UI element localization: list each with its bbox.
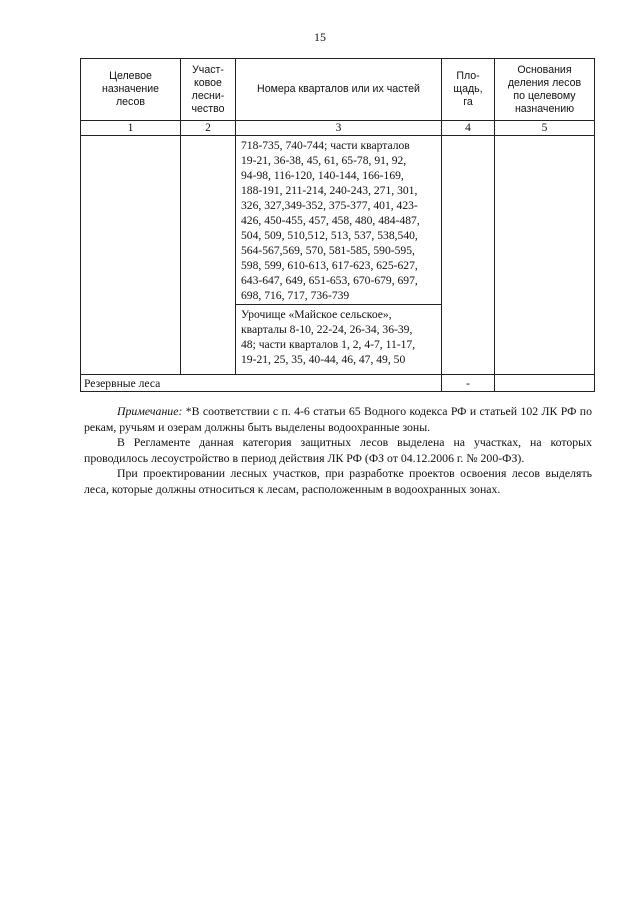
header-purpose: Целевое назначение лесов: [81, 59, 181, 121]
column-number: 3: [236, 121, 442, 136]
quarters-cell: Урочище «Майское сельское», кварталы 8-10, 22-24, 26-34, 36-39, 48; части кварталов 1, 2, 4-7, 11-17, 19-21, 25, 35, 40-44, 46, 47, 49, 50: [236, 305, 442, 375]
basis-cell: [495, 136, 595, 375]
header-basis: Основания деления лесов по целевому назначению: [495, 59, 595, 121]
column-number: 1: [81, 121, 181, 136]
column-number: 4: [442, 121, 495, 136]
column-number: 2: [181, 121, 236, 136]
forest-quarters-table: [80, 58, 595, 392]
note-label: Примечание:: [117, 404, 183, 418]
table-row: [81, 136, 595, 305]
column-number: 5: [495, 121, 595, 136]
area-cell: [442, 136, 495, 375]
note-paragraph: Примечание: *В соответствии с п. 4-6 статьи 65 Водного кодекса РФ и статьей 102 ЛК РФ по рекам, ручьям и озерам должны быть выделены водоохранные зоны.: [84, 404, 592, 434]
header-quarter-numbers: Номера кварталов или их частей: [236, 59, 442, 121]
reserve-forests-label: Резервные леса: [81, 375, 442, 392]
quarters-cell: 718-735, 740-744; части кварталов 19-21, 36-38, 45, 61, 65-78, 91, 92, 94-98, 116-120, 140-144, 166-169, 188-191, 211-214, 240-243, 271, 301, 326, 327,349-352, 375-377, 401, 423- 426, 450-455, 457, 458, 480, 484-487, 504, 509, 510,512, 513, 537, 538,540, 564-567,569, 570, 581-585, 590-595, 598, 599, 610-613, 617-623, 625-627, 643-647, 649, 651-653, 670-679, 697, 698, 716, 717, 736-739: [236, 136, 442, 305]
header-district-forestry: Участ- ковое лесни- чество: [181, 59, 236, 121]
reserve-area-value: -: [442, 375, 495, 392]
header-row: [81, 59, 595, 121]
column-number-row: [81, 121, 595, 136]
purpose-cell: [81, 136, 181, 375]
reserve-basis-cell: [495, 375, 595, 392]
header-area: Пло- щадь, га: [442, 59, 495, 121]
page-number: 15: [314, 30, 326, 44]
note-paragraph: В Регламенте данная категория защитных лесов выделена на участках, на которых проводилось лесоустройство в период действия ЛК РФ (ФЗ от 04.12.2006 г. № 200-ФЗ).: [84, 435, 592, 465]
note-paragraph: При проектировании лесных участков, при разработке проектов освоения лесов выделять леса, которые должны относиться к лесам, расположенным в водоохранных зонах.: [84, 466, 592, 496]
table-row-reserve: [81, 375, 595, 392]
district-cell: [181, 136, 236, 375]
notes-block: [84, 404, 592, 497]
